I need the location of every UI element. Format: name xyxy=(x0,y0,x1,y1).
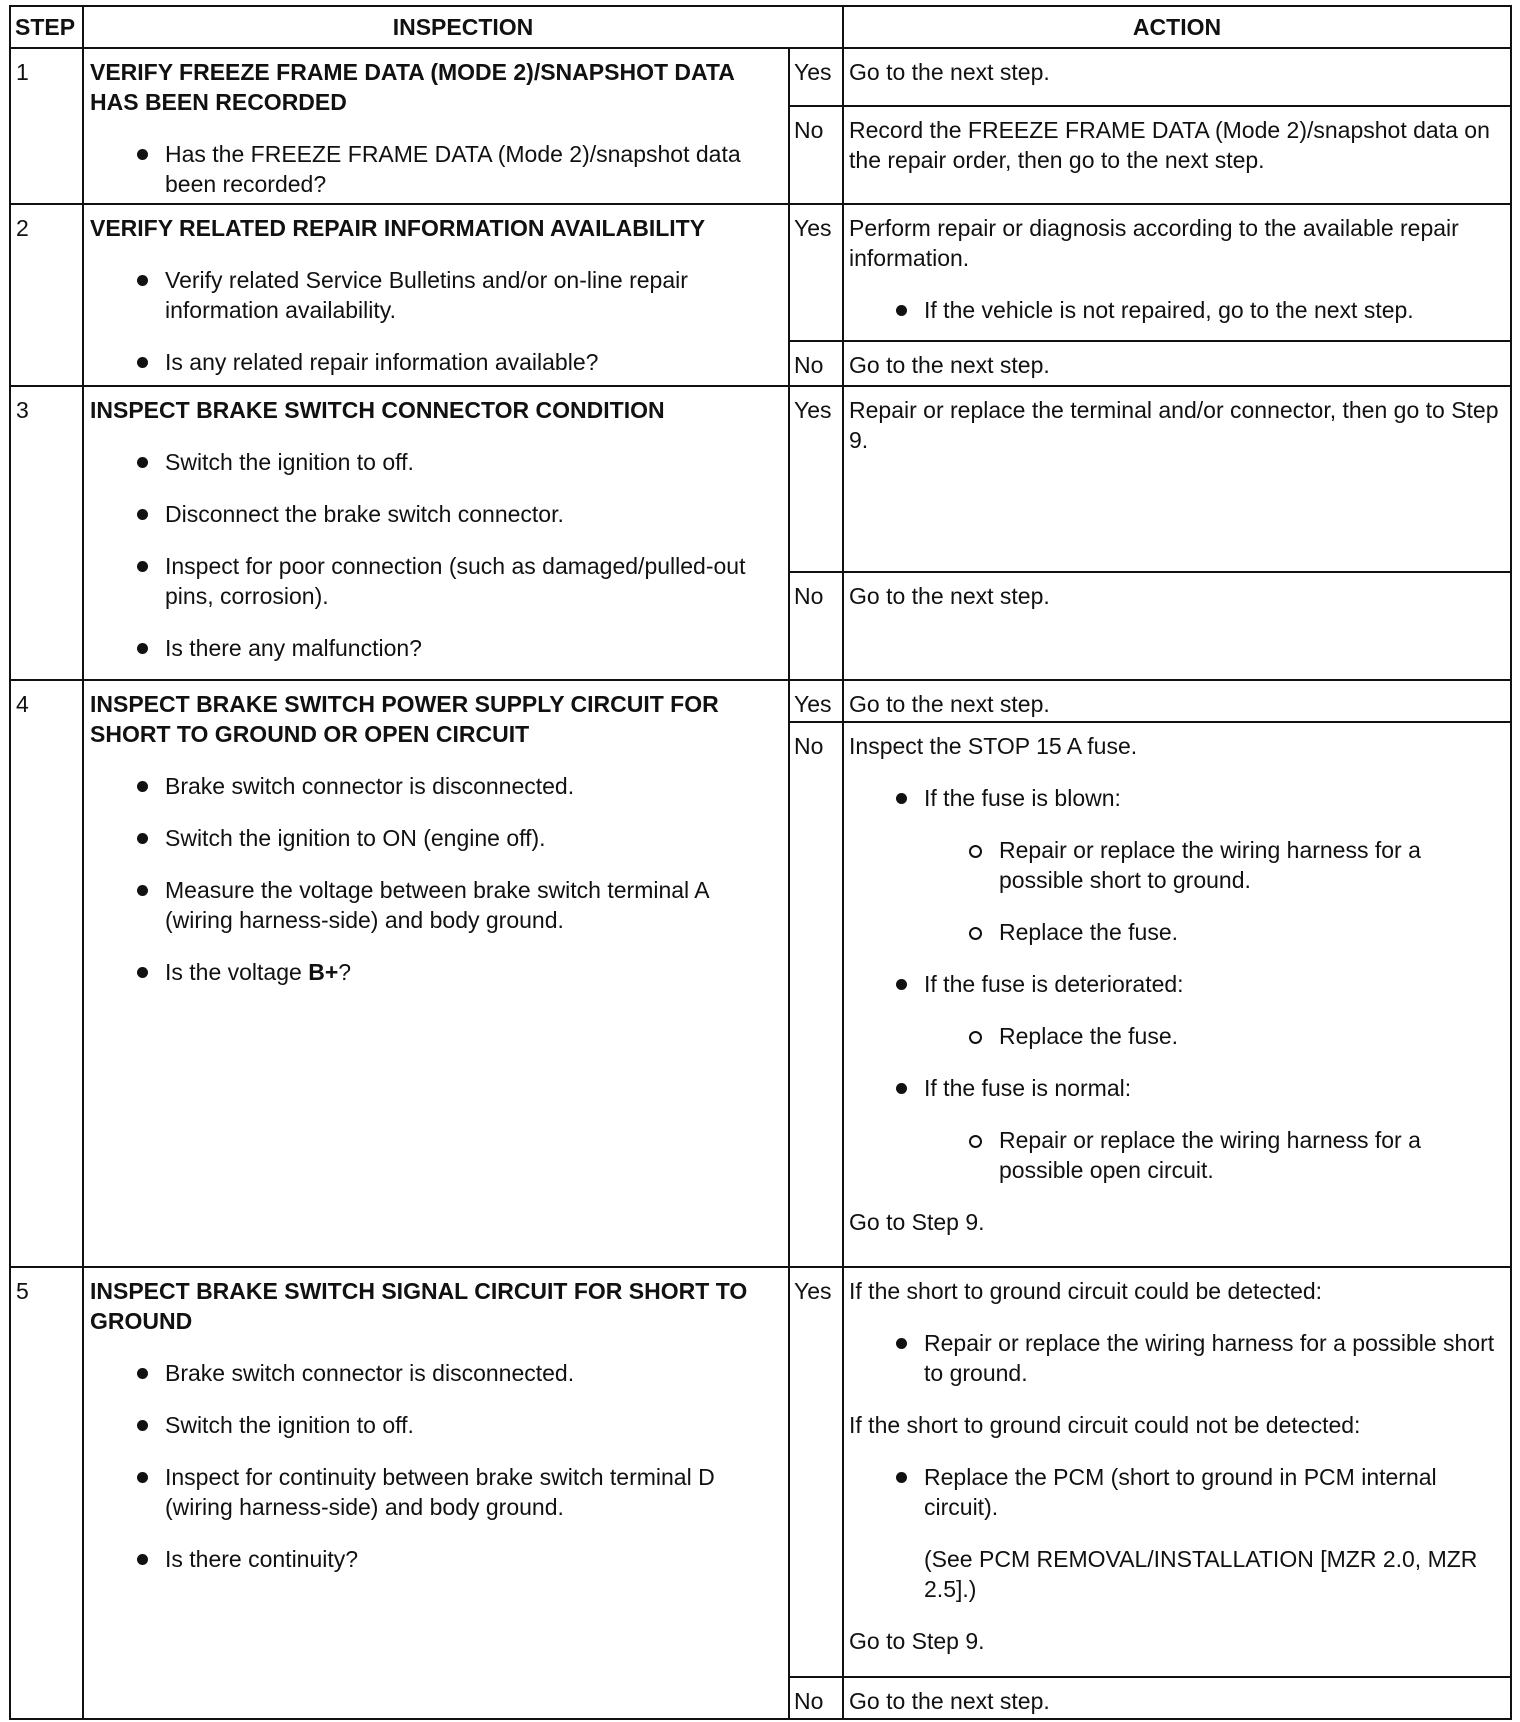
yes-action: Repair or replace the terminal and/or connector, then go to Step 9. xyxy=(843,386,1511,572)
yes-label: Yes xyxy=(789,680,843,722)
no-action: Record the FREEZE FRAME DATA (Mode 2)/snapshot data on the repair order, then go to the next step. xyxy=(843,106,1511,204)
inspection-title: INSPECT BRAKE SWITCH POWER SUPPLY CIRCUIT FOR SHORT TO GROUND OR OPEN CIRCUIT xyxy=(90,691,719,747)
action-text: Go to Step 9. xyxy=(849,1628,985,1654)
no-label: No xyxy=(789,572,843,680)
action-bullet: If the fuse is deteriorated: xyxy=(849,969,1502,999)
yes-label: Yes xyxy=(789,386,843,572)
action-bullet: If the fuse is blown: xyxy=(849,783,1502,813)
inspection-bullet: Has the FREEZE FRAME DATA (Mode 2)/snapshot data been recorded? xyxy=(90,139,780,199)
voltage-value: B+ xyxy=(308,959,339,985)
action-bullet: Replace the PCM (short to ground in PCM internal circuit). xyxy=(849,1462,1502,1522)
step-5-yes-row xyxy=(10,1267,1511,1677)
yes-label: Yes xyxy=(789,48,843,106)
inspection-cell xyxy=(83,386,789,680)
no-action xyxy=(843,722,1511,1267)
action-text: Go to Step 9. xyxy=(849,1209,985,1235)
no-label: No xyxy=(789,341,843,386)
header-action: ACTION xyxy=(843,6,1511,48)
action-subbullet: Replace the fuse. xyxy=(849,1021,1502,1051)
step-number: 1 xyxy=(10,48,83,204)
yes-action: Go to the next step. xyxy=(843,680,1511,722)
inspection-bullet: Verify related Service Bulletins and/or on-line repair information availability. xyxy=(90,265,780,325)
action-text: If the short to ground circuit could be detected: xyxy=(849,1278,1323,1304)
inspection-bullet: Is any related repair information available? xyxy=(90,347,780,377)
yes-label: Yes xyxy=(789,1267,843,1677)
step-3-yes-row xyxy=(10,386,1511,572)
inspection-bullet xyxy=(90,957,780,987)
inspection-bullet: Inspect for continuity between brake switch terminal D (wiring harness-side) and body ground. xyxy=(90,1462,780,1522)
header-inspection: INSPECTION xyxy=(83,6,843,48)
no-action: Go to the next step. xyxy=(843,1677,1511,1719)
inspection-bullet: Switch the ignition to off. xyxy=(90,1410,780,1440)
inspection-bullet: Switch the ignition to off. xyxy=(90,447,780,477)
inspection-title: INSPECT BRAKE SWITCH CONNECTOR CONDITION xyxy=(90,397,665,423)
inspection-cell xyxy=(83,48,789,204)
action-bullet: Repair or replace the wiring harness for a possible short to ground. xyxy=(849,1328,1502,1388)
action-bullet: If the fuse is normal: xyxy=(849,1073,1502,1103)
inspection-bullet: Brake switch connector is disconnected. xyxy=(90,771,780,801)
yes-action xyxy=(843,1267,1511,1677)
bullet-text: Is the voltage xyxy=(165,959,309,985)
diagnostic-table xyxy=(9,5,1512,1720)
step-number: 2 xyxy=(10,204,83,386)
action-text: Inspect the STOP 15 A fuse. xyxy=(849,733,1138,759)
inspection-bullet: Is there continuity? xyxy=(90,1544,780,1574)
step-number: 5 xyxy=(10,1267,83,1719)
step-1-yes-row xyxy=(10,48,1511,106)
no-label: No xyxy=(789,106,843,204)
inspection-cell xyxy=(83,204,789,386)
yes-label: Yes xyxy=(789,204,843,341)
no-label: No xyxy=(789,1677,843,1719)
inspection-cell xyxy=(83,680,789,1267)
yes-action xyxy=(843,204,1511,341)
inspection-bullet: Inspect for poor connection (such as damaged/pulled-out pins, corrosion). xyxy=(90,551,780,611)
action-text: If the short to ground circuit could not be detected: xyxy=(849,1412,1361,1438)
action-subbullet: Replace the fuse. xyxy=(849,917,1502,947)
no-label: No xyxy=(789,722,843,1267)
inspection-title: VERIFY FREEZE FRAME DATA (MODE 2)/SNAPSHOT DATA HAS BEEN RECORDED xyxy=(90,59,735,115)
step-2-yes-row xyxy=(10,204,1511,341)
header-row xyxy=(10,6,1511,48)
inspection-bullet: Switch the ignition to ON (engine off). xyxy=(90,823,780,853)
no-action: Go to the next step. xyxy=(843,341,1511,386)
step-number: 4 xyxy=(10,680,83,1267)
inspection-bullet: Measure the voltage between brake switch terminal A (wiring harness-side) and body ground. xyxy=(90,875,780,935)
action-bullet: If the vehicle is not repaired, go to the next step. xyxy=(849,295,1502,325)
inspection-bullet: Disconnect the brake switch connector. xyxy=(90,499,780,529)
yes-action: Go to the next step. xyxy=(843,48,1511,106)
inspection-bullet: Brake switch connector is disconnected. xyxy=(90,1358,780,1388)
no-action: Go to the next step. xyxy=(843,572,1511,680)
step-number: 3 xyxy=(10,386,83,680)
bullet-text: ? xyxy=(338,959,352,985)
inspection-bullet: Is there any malfunction? xyxy=(90,633,780,663)
step-4-yes-row xyxy=(10,680,1511,722)
inspection-title: INSPECT BRAKE SWITCH SIGNAL CIRCUIT FOR SHORT TO GROUND xyxy=(90,1278,748,1334)
action-subbullet: Repair or replace the wiring harness for a possible short to ground. xyxy=(849,835,1502,895)
reference-text: (See PCM REMOVAL/INSTALLATION [MZR 2.0, MZR 2.5].) xyxy=(924,1546,1478,1602)
header-step: STEP xyxy=(10,6,83,48)
inspection-title: VERIFY RELATED REPAIR INFORMATION AVAILABILITY xyxy=(90,215,706,241)
action-subbullet: Repair or replace the wiring harness for a possible open circuit. xyxy=(849,1125,1502,1185)
action-text: Perform repair or diagnosis according to the available repair information. xyxy=(849,215,1459,271)
inspection-cell xyxy=(83,1267,789,1719)
